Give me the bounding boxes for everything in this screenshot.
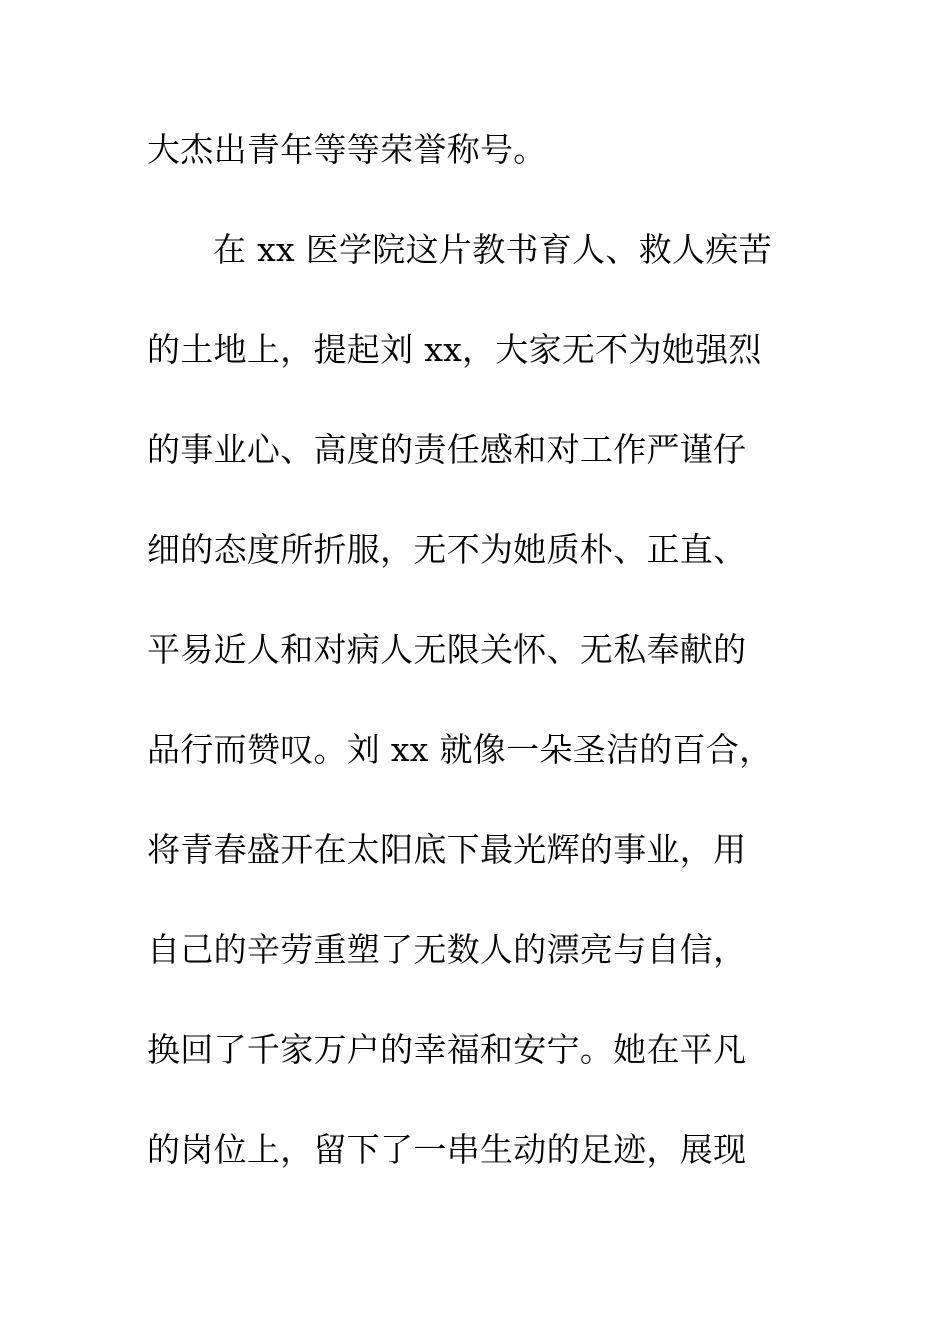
- text-line: 将青春盛开在太阳底下最光辉的事业，用: [147, 830, 747, 869]
- text-line: 的事业心、高度的责任感和对工作严谨仔: [147, 430, 747, 469]
- text-line: 平易近人和对病人无限关怀、无私奉献的: [147, 630, 747, 669]
- text-line: 自己的辛劳重塑了无数人的漂亮与自信，: [147, 930, 747, 969]
- text-line: 大杰出青年等等荣誉称号。: [147, 130, 547, 169]
- text-line: 换回了千家万户的幸福和安宁。她在平凡: [147, 1030, 747, 1069]
- text-line: 的岗位上，留下了一串生动的足迹，展现: [147, 1130, 747, 1169]
- text-line: 在 xx 医学院这片教书育人、救人疾苦: [213, 230, 772, 269]
- text-line: 细的态度所折服，无不为她质朴、正直、: [147, 530, 747, 569]
- text-line: 的土地上，提起刘 xx，大家无不为她强烈: [147, 330, 762, 369]
- text-line: 品行而赞叹。刘 xx 就像一朵圣洁的百合，: [147, 730, 773, 769]
